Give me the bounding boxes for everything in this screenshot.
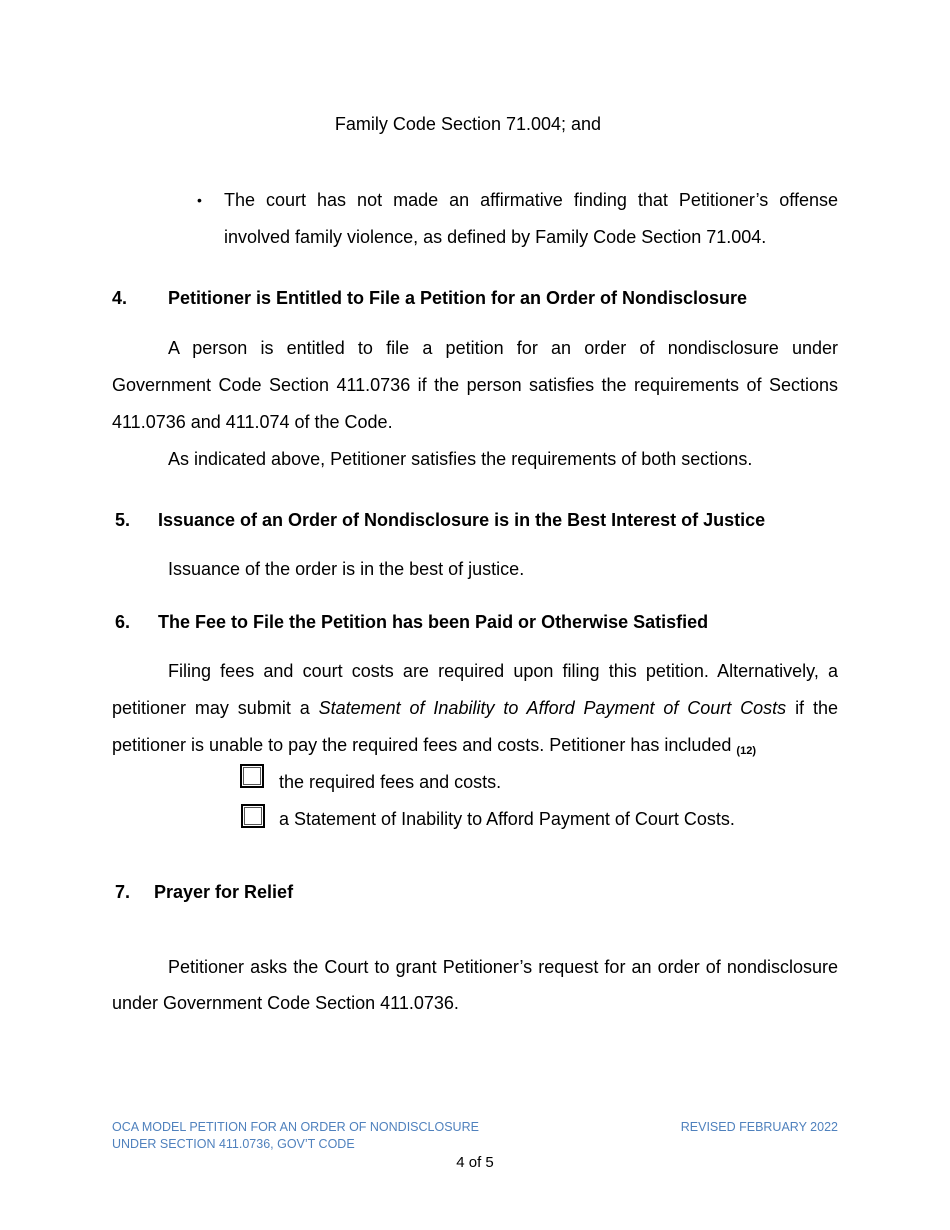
continuation-line: Family Code Section 71.004; and xyxy=(334,114,602,134)
section-6-heading: The Fee to File the Petition has been Paid or Otherwise Satisfied xyxy=(158,612,709,632)
statement-form-title: Statement of Inability to Afford Payment of Court Costs xyxy=(318,698,787,718)
section-4-para1-line2: Government Code Section 411.0736 if the person satisfies the requirements of Sections xyxy=(112,375,838,395)
section-4-para2: As indicated above, Petitioner satisfies the requirements of both sections. xyxy=(168,449,753,469)
instruction-note-ref: (12) xyxy=(736,745,756,757)
section-7-line1: Petitioner asks the Court to grant Petitioner’s request for an order of nondisclosure xyxy=(168,957,838,977)
section-6-line3-text: petitioner is unable to pay the required fees and costs. Petitioner has included xyxy=(112,735,732,755)
section-4-para1-line1: A person is entitled to file a petition for an order of nondisclosure under xyxy=(168,338,838,358)
section-7-number: 7. xyxy=(115,882,131,902)
footer-form-title-line2: UNDER SECTION 411.0736, GOV’T CODE xyxy=(112,1137,355,1151)
section-5-heading: Issuance of an Order of Nondisclosure is in the Best Interest of Justice xyxy=(158,510,766,530)
section-7-heading: Prayer for Relief xyxy=(154,882,294,902)
section-6-line2-post: if the xyxy=(795,698,838,718)
section-6-line1: Filing fees and court costs are required upon filing this petition. Alternatively, a xyxy=(168,661,838,681)
statement-of-inability-checkbox[interactable] xyxy=(241,804,265,828)
section-4-heading: Petitioner is Entitled to File a Petition for an Order of Nondisclosure xyxy=(168,288,748,308)
section-7-line2: under Government Code Section 411.0736. xyxy=(112,993,459,1013)
fees-paid-checkbox[interactable] xyxy=(240,764,264,788)
section-5-para: Issuance of the order is in the best of justice. xyxy=(168,559,525,579)
section-6-line2 xyxy=(112,696,838,720)
footer-form-title-line1: OCA MODEL PETITION FOR AN ORDER OF NONDISCLOSURE xyxy=(112,1120,479,1134)
bullet-text-line2: involved family violence, as defined by Family Code Section 71.004. xyxy=(224,227,767,247)
statement-of-inability-option-label: a Statement of Inability to Afford Payment of Court Costs. xyxy=(279,809,735,829)
footer-revision-date: REVISED FEBRUARY 2022 xyxy=(680,1120,838,1134)
section-5-number: 5. xyxy=(115,510,131,530)
bullet-marker: • xyxy=(197,192,202,208)
section-6-line2-pre: petitioner may submit a xyxy=(112,698,310,718)
section-4-number: 4. xyxy=(112,288,128,308)
fees-paid-option-label: the required fees and costs. xyxy=(279,772,502,792)
page-number: 4 of 5 xyxy=(456,1154,494,1171)
section-4-para1-line3: 411.0736 and 411.074 of the Code. xyxy=(112,412,393,432)
section-6-number: 6. xyxy=(115,612,131,632)
section-6-line3 xyxy=(112,733,756,763)
bullet-text-line1: The court has not made an affirmative finding that Petitioner’s offense xyxy=(224,190,838,210)
